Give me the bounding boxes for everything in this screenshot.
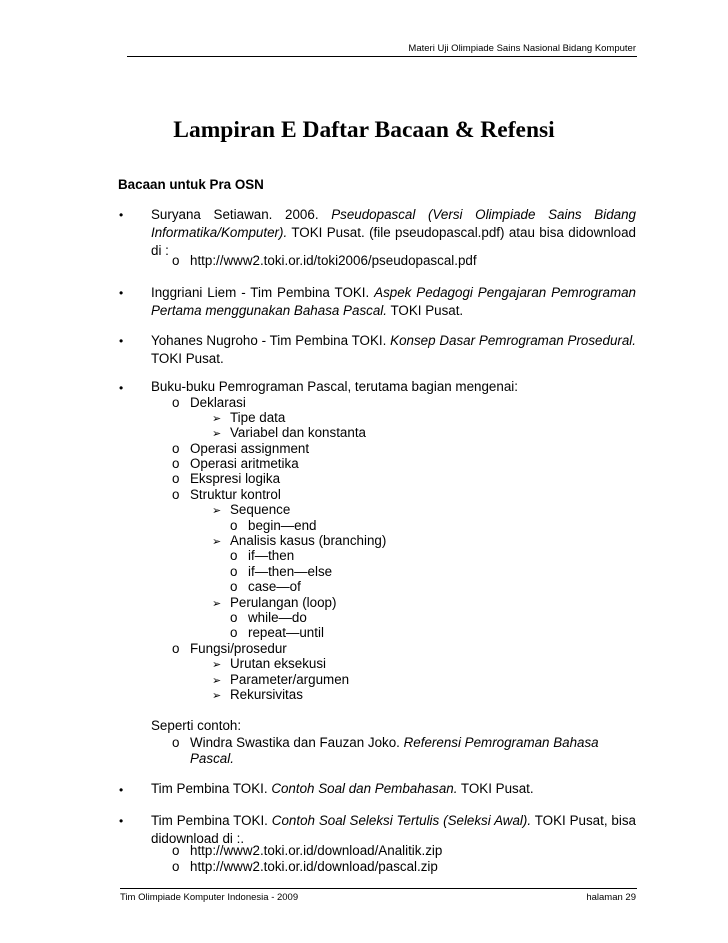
list-item (172, 441, 309, 457)
entry-author: Yohanes Nugroho - Tim Pembina TOKI. (151, 333, 391, 348)
sub-bullet: o (172, 253, 180, 268)
bullet: • (119, 381, 124, 395)
list-item-label: Operasi aritmetika (190, 456, 299, 471)
footer-rule (120, 888, 637, 889)
list-item (172, 253, 477, 269)
reference-entry: Buku-buku Pemrograman Pascal, terutama bagian mengenai: (151, 379, 518, 394)
list-item-label: Variabel dan konstanta (230, 425, 366, 440)
arrow-bullet-icon: ➢ (212, 413, 222, 425)
list-item (212, 502, 290, 518)
reference-entry (151, 781, 534, 796)
section-heading: Bacaan untuk Pra OSN (118, 177, 264, 192)
entry-source: TOKI Pusat. (386, 303, 464, 318)
arrow-bullet-icon: ➢ (212, 659, 222, 671)
entry-title: Konsep Dasar Pemrograman Prosedural. (390, 333, 637, 348)
list-item (230, 625, 324, 641)
list-item-label: repeat—until (248, 625, 324, 640)
bullet: • (119, 208, 124, 222)
list-item-continuation (190, 750, 234, 767)
list-item (212, 672, 349, 688)
sub-bullet: o (172, 471, 180, 486)
header-rule (127, 56, 637, 57)
entry-author: Tim Pembina TOKI. (151, 781, 272, 796)
list-item-label: Parameter/argumen (230, 672, 350, 687)
sub-bullet: o (172, 843, 180, 858)
sub-bullet: o (172, 641, 180, 656)
sub-bullet: o (172, 456, 180, 471)
reference-entry (151, 284, 636, 320)
arrow-bullet-icon: ➢ (212, 690, 222, 702)
sub-bullet: o (230, 579, 238, 594)
list-item (230, 548, 294, 564)
list-item-label: if—then—else (248, 564, 333, 579)
reference-entry (151, 332, 636, 368)
list-item (212, 533, 386, 549)
list-item (212, 687, 303, 703)
list-item (172, 641, 287, 657)
entry-source: TOKI Pusat. (151, 351, 224, 366)
entry-author: Windra Swastika dan Fauzan Joko. (190, 735, 404, 750)
list-item (230, 579, 301, 595)
list-item-label: Tipe data (230, 410, 286, 425)
list-item-label: while—do (248, 610, 307, 625)
entry-author: Inggriani Liem - Tim Pembina TOKI. (151, 285, 375, 300)
sub-bullet: o (230, 610, 238, 625)
list-item-label: Struktur kontrol (190, 487, 281, 502)
list-item (172, 471, 280, 487)
example-label: Seperti contoh: (151, 718, 242, 733)
entry-title: Contoh Soal Seleksi Tertulis (Seleksi Awal). (271, 813, 532, 828)
arrow-bullet-icon: ➢ (212, 428, 222, 440)
list-item-label: Perulangan (loop) (230, 595, 337, 610)
list-item (172, 734, 599, 751)
sub-bullet: o (172, 859, 180, 874)
entry-title: Pseudopascal (Versi Olimpiade Sains Bidang Informatika/Komputer). (151, 207, 636, 240)
list-item (172, 456, 299, 472)
arrow-bullet-icon: ➢ (212, 675, 222, 687)
list-item (172, 859, 438, 875)
entry-source: TOKI Pusat, bisa didownload di :. (151, 813, 636, 846)
list-item (230, 564, 332, 580)
list-item-label: case—of (248, 579, 301, 594)
bullet: • (119, 286, 124, 300)
list-item (212, 656, 326, 672)
entry-title: Contoh Soal dan Pembahasan. (271, 781, 458, 796)
reference-entry (151, 206, 636, 260)
entry-source: TOKI Pusat. (file pseudopascal.pdf) atau bisa didownload di : (151, 225, 636, 258)
list-item-label: Rekursivitas (230, 687, 303, 702)
list-item (230, 610, 307, 626)
entry-author: Tim Pembina TOKI. (151, 813, 272, 828)
arrow-bullet-icon: ➢ (212, 505, 222, 517)
entry-author: Suryana Setiawan. 2006. (151, 207, 332, 222)
entry-source: TOKI Pusat. (457, 781, 534, 796)
entry-title: Aspek Pedagogi Pengajaran Pemrograman Pertama menggunakan Bahasa Pascal. (151, 285, 636, 318)
bullet: • (119, 783, 124, 797)
list-item-label: Urutan eksekusi (230, 656, 327, 671)
list-item (230, 518, 317, 534)
list-item-label: Ekspresi logika (190, 471, 281, 486)
list-item-label: Fungsi/prosedur (190, 641, 287, 656)
list-item-label: Deklarasi (190, 395, 246, 410)
list-item-label: Analisis kasus (branching) (230, 533, 387, 548)
sub-bullet: o (230, 564, 238, 579)
sub-bullet: o (172, 395, 180, 410)
list-item-label: Operasi assignment (190, 441, 310, 456)
bullet: • (119, 334, 124, 348)
list-item (172, 487, 281, 503)
sub-bullet: o (230, 625, 238, 640)
arrow-bullet-icon: ➢ (212, 598, 222, 610)
list-item (212, 410, 285, 426)
arrow-bullet-icon: ➢ (212, 536, 222, 548)
list-item-label: if—then (248, 548, 295, 563)
list-item (172, 843, 442, 859)
list-item (212, 595, 336, 611)
list-item-label: begin—end (248, 518, 317, 533)
running-header: Materi Uji Olimpiade Sains Nasional Bidang Komputer (408, 43, 636, 54)
page-number: halaman 29 (586, 892, 636, 903)
sub-bullet: o (230, 518, 238, 533)
list-item (212, 425, 366, 441)
bullet: • (119, 814, 124, 828)
page-title: Lampiran E Daftar Bacaan & Refensi (173, 117, 555, 143)
list-item-label: Sequence (230, 502, 291, 517)
analitik-link[interactable]: http://www2.toki.or.id/download/Analitik.zip (190, 843, 443, 858)
pascal-link[interactable]: http://www2.toki.or.id/download/pascal.zip (190, 859, 438, 874)
sub-bullet: o (230, 548, 238, 563)
entry-title: Pascal. (190, 751, 234, 766)
footer-left: Tim Olimpiade Komputer Indonesia - 2009 (120, 892, 299, 903)
list-item (172, 395, 246, 411)
entry-title: Referensi Pemrograman Bahasa (403, 735, 599, 750)
sub-bullet: o (172, 735, 180, 750)
pseudopascal-link[interactable]: http://www2.toki.or.id/toki2006/pseudopascal.pdf (190, 253, 477, 268)
sub-bullet: o (172, 441, 180, 456)
sub-bullet: o (172, 487, 180, 502)
